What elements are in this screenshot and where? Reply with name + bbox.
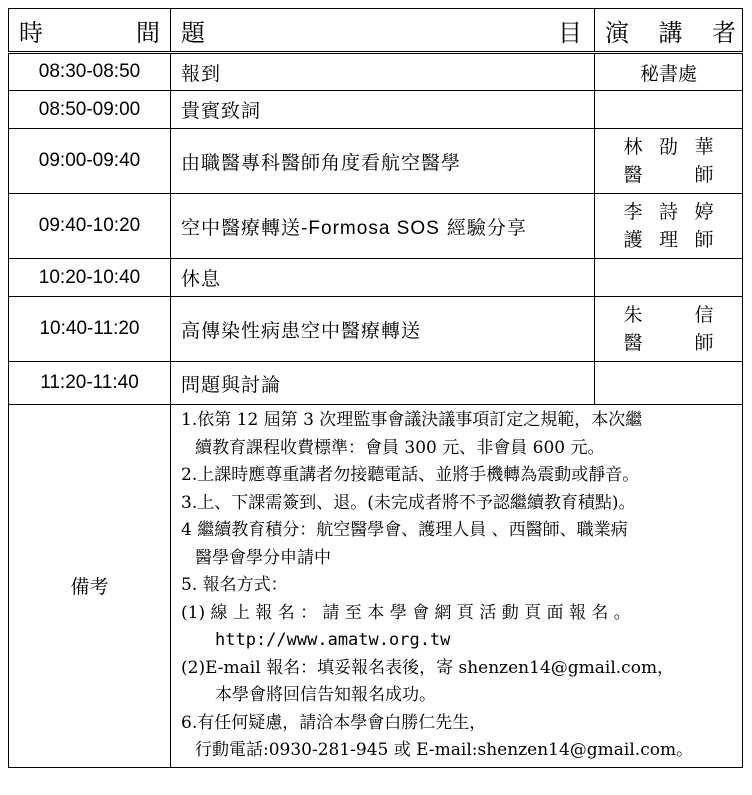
speaker-line: 醫師 bbox=[623, 332, 714, 354]
notes-label: 備考 bbox=[9, 405, 171, 768]
speaker-line: 李詩婷 bbox=[623, 201, 714, 223]
notes-content bbox=[171, 405, 743, 768]
row-topic: 休息 bbox=[171, 259, 595, 297]
note-line: 行動電話:0930-281-945 或 E-mail:shenzen14@gmail.com。 bbox=[195, 740, 694, 760]
note-line: (2)E-mail 報名：填妥報名表後，寄 shenzen14@gmail.com， bbox=[181, 657, 675, 678]
website-link[interactable]: http://www.amatw.org.tw bbox=[215, 630, 451, 650]
schedule-row bbox=[9, 297, 743, 362]
schedule-row bbox=[9, 362, 743, 405]
row-time: 09:00-09:40 bbox=[9, 129, 171, 194]
topic-text: 經驗分享 bbox=[439, 216, 527, 239]
schedule-row bbox=[9, 129, 743, 194]
row-topic bbox=[171, 194, 595, 259]
header-speaker bbox=[595, 9, 743, 53]
note-line: 4 繼續教育積分：航空醫學會、護理人員 、西醫師、職業病 bbox=[181, 520, 628, 540]
row-time: 10:20-10:40 bbox=[9, 259, 171, 297]
header-row bbox=[9, 9, 743, 53]
note-line: 3.上、下課需簽到、退。(未完成者將不予認繼續教育積點)。 bbox=[181, 492, 636, 513]
row-time: 11:20-11:40 bbox=[9, 362, 171, 405]
row-speaker bbox=[595, 362, 743, 405]
header-speaker-char: 講 bbox=[658, 18, 683, 47]
row-topic: 問題與討論 bbox=[171, 362, 595, 405]
row-time: 10:40-11:20 bbox=[9, 297, 171, 362]
row-speaker bbox=[595, 129, 743, 194]
row-speaker bbox=[595, 91, 743, 129]
note-line: 1.依第 12 屆第 3 次理監事會議決議事項訂定之規範，本次繼 bbox=[181, 410, 643, 430]
note-line: 本學會將回信告知報名成功。 bbox=[215, 685, 436, 705]
row-speaker bbox=[595, 194, 743, 259]
header-topic-char: 目 bbox=[558, 18, 582, 47]
header-topic bbox=[171, 9, 595, 53]
row-speaker bbox=[595, 53, 743, 91]
speaker-line: 護理師 bbox=[623, 229, 714, 251]
header-speaker-char: 演 bbox=[605, 18, 629, 47]
speaker-line: 林劭華 bbox=[623, 136, 714, 158]
row-time: 08:50-09:00 bbox=[9, 91, 171, 129]
note-line: (1) 線 上 報 名 ： 請 至 本 學 會 網 頁 活 動 頁 面 報 名 。 bbox=[181, 602, 631, 623]
schedule-row bbox=[9, 53, 743, 91]
schedule-row bbox=[9, 194, 743, 259]
note-line: 醫學會學分申請中 bbox=[195, 547, 331, 568]
topic-latin-text: Formosa SOS bbox=[308, 217, 440, 239]
header-time-char: 時 bbox=[19, 18, 43, 47]
notes-row bbox=[9, 405, 743, 768]
row-speaker bbox=[595, 297, 743, 362]
note-line: 6.有任何疑慮，請洽本學會白勝仁先生， bbox=[181, 712, 487, 733]
schedule-row bbox=[9, 91, 743, 129]
speaker-line: 秘書處 bbox=[639, 62, 697, 85]
speaker-line: 醫師 bbox=[623, 164, 714, 186]
header-time bbox=[9, 9, 171, 53]
row-speaker bbox=[595, 259, 743, 297]
header-speaker-char: 者 bbox=[712, 18, 736, 47]
header-time-char: 間 bbox=[136, 18, 160, 47]
row-topic: 報到 bbox=[171, 53, 595, 91]
note-line: 2.上課時應尊重講者勿接聽電話、並將手機轉為震動或靜音。 bbox=[181, 465, 640, 485]
row-time: 09:40-10:20 bbox=[9, 194, 171, 259]
row-topic: 高傳染性病患空中醫療轉送 bbox=[171, 297, 595, 362]
topic-text: 空中醫療轉送- bbox=[181, 216, 309, 239]
note-line: 5. 報名方式： bbox=[181, 575, 288, 595]
speaker-line: 朱信 bbox=[623, 304, 714, 326]
note-line: 續教育課程收費標準：會員 300 元、非會員 600 元。 bbox=[195, 437, 605, 458]
schedule-table bbox=[8, 8, 743, 768]
schedule-row bbox=[9, 259, 743, 297]
row-topic: 由職醫專科醫師角度看航空醫學 bbox=[171, 129, 595, 194]
row-time: 08:30-08:50 bbox=[9, 53, 171, 91]
header-topic-char: 題 bbox=[181, 18, 205, 47]
row-topic: 貴賓致詞 bbox=[171, 91, 595, 129]
